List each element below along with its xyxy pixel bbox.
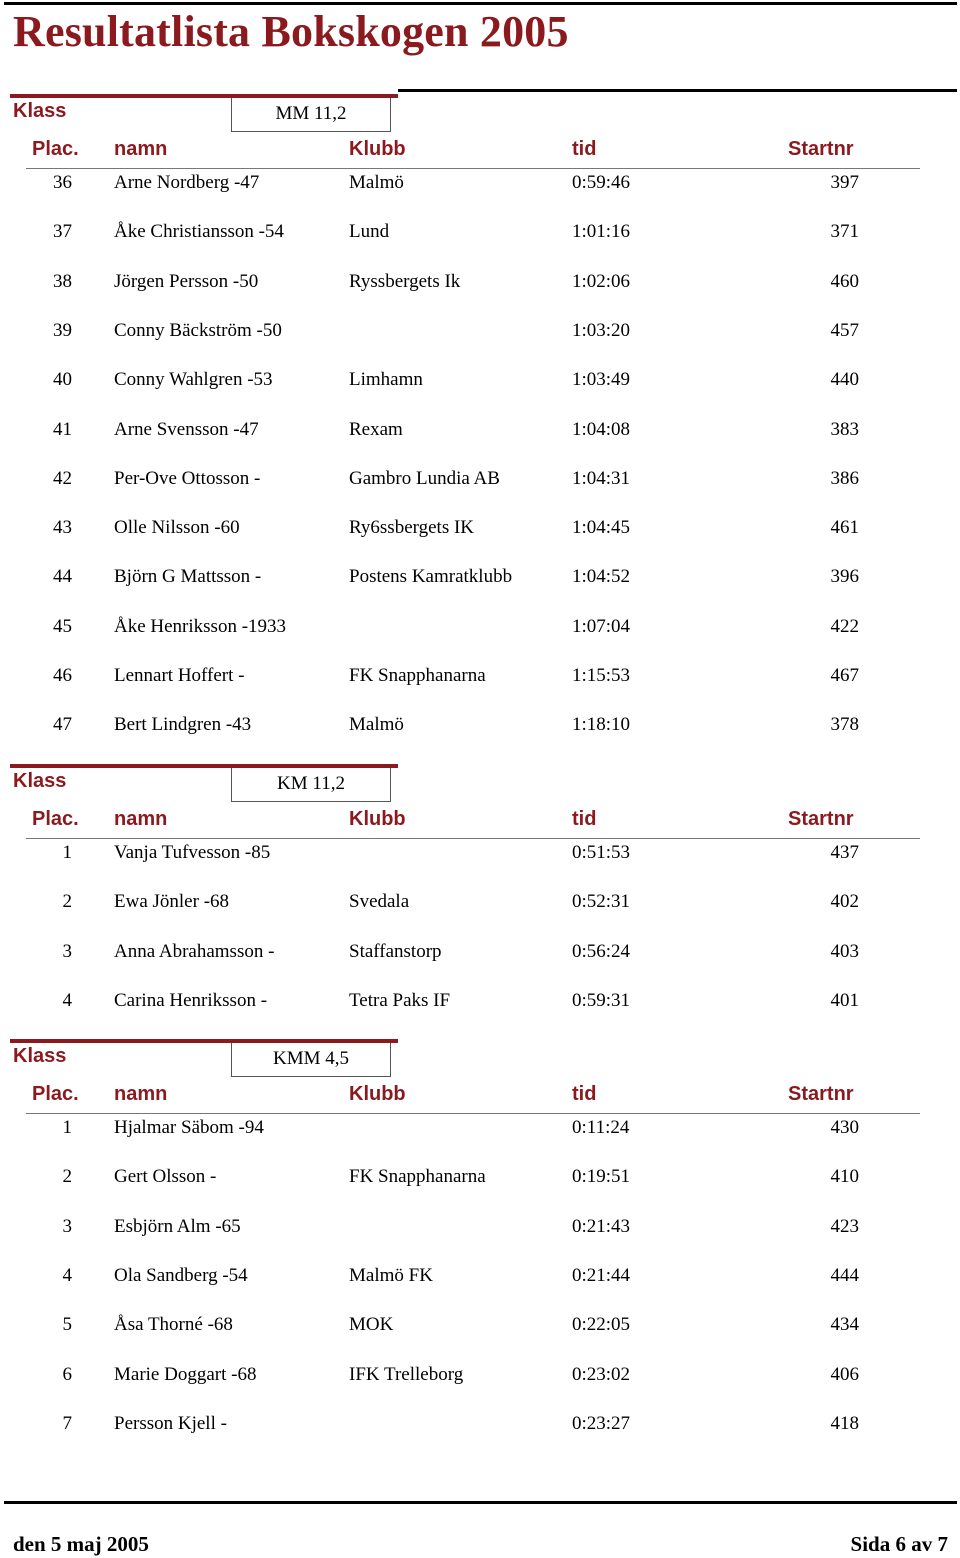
result-startnr: 371 bbox=[830, 221, 859, 242]
result-plac: 4 bbox=[62, 990, 72, 1011]
result-namn: Åke Henriksson -1933 bbox=[114, 616, 287, 637]
column-header-namn: namn bbox=[114, 138, 168, 160]
result-tid: 0:21:44 bbox=[572, 1265, 631, 1286]
result-tid: 1:03:20 bbox=[572, 320, 631, 341]
result-plac: 6 bbox=[62, 1364, 72, 1385]
result-tid: 0:21:43 bbox=[572, 1216, 631, 1237]
result-plac: 40 bbox=[53, 369, 72, 390]
column-header-plac: Plac. bbox=[32, 1083, 79, 1105]
result-plac: 5 bbox=[62, 1314, 72, 1335]
result-namn: Bert Lindgren -43 bbox=[114, 714, 252, 735]
result-tid: 1:04:08 bbox=[572, 419, 631, 440]
column-header-tid: tid bbox=[572, 138, 597, 160]
class-name: KMM 4,5 bbox=[231, 1043, 391, 1077]
result-namn: Jörgen Persson -50 bbox=[114, 271, 259, 292]
result-plac: 44 bbox=[53, 566, 72, 587]
result-namn: Ola Sandberg -54 bbox=[114, 1265, 248, 1286]
result-tid: 0:59:46 bbox=[572, 172, 631, 193]
class-label: Klass bbox=[13, 100, 67, 122]
result-plac: 45 bbox=[53, 616, 72, 637]
class-name: MM 11,2 bbox=[231, 98, 391, 132]
result-plac: 37 bbox=[53, 221, 72, 242]
top-rule bbox=[4, 2, 957, 5]
header-underline bbox=[26, 838, 920, 839]
result-namn: Anna Abrahamsson - bbox=[114, 941, 275, 962]
result-namn: Persson Kjell - bbox=[114, 1413, 227, 1434]
result-tid: 0:51:53 bbox=[572, 842, 631, 863]
result-klubb: FK Snapphanarna bbox=[349, 1166, 486, 1187]
column-header-plac: Plac. bbox=[32, 808, 79, 830]
result-tid: 0:59:31 bbox=[572, 990, 631, 1011]
result-tid: 1:04:52 bbox=[572, 566, 631, 587]
result-namn: Gert Olsson - bbox=[114, 1166, 217, 1187]
result-tid: 0:23:27 bbox=[572, 1413, 631, 1434]
result-namn: Ewa Jönler -68 bbox=[114, 891, 230, 912]
result-startnr: 467 bbox=[830, 665, 859, 686]
result-tid: 0:19:51 bbox=[572, 1166, 631, 1187]
result-plac: 36 bbox=[53, 172, 72, 193]
result-tid: 1:02:06 bbox=[572, 271, 631, 292]
column-header-tid: tid bbox=[572, 808, 597, 830]
result-klubb: FK Snapphanarna bbox=[349, 665, 486, 686]
column-header-plac: Plac. bbox=[32, 138, 79, 160]
result-startnr: 430 bbox=[830, 1117, 859, 1138]
result-startnr: 457 bbox=[830, 320, 859, 341]
result-tid: 0:52:31 bbox=[572, 891, 631, 912]
result-tid: 0:23:02 bbox=[572, 1364, 631, 1385]
result-klubb: Svedala bbox=[349, 891, 410, 912]
result-plac: 42 bbox=[53, 468, 72, 489]
result-namn: Lennart Hoffert - bbox=[114, 665, 245, 686]
result-startnr: 397 bbox=[830, 172, 859, 193]
header-underline bbox=[26, 168, 920, 169]
result-namn: Olle Nilsson -60 bbox=[114, 517, 240, 538]
result-startnr: 406 bbox=[830, 1364, 859, 1385]
result-tid: 1:04:45 bbox=[572, 517, 631, 538]
result-plac: 4 bbox=[62, 1265, 72, 1286]
result-startnr: 444 bbox=[830, 1265, 859, 1286]
result-startnr: 401 bbox=[830, 990, 859, 1011]
result-startnr: 383 bbox=[830, 419, 859, 440]
column-header-startnr: Startnr bbox=[788, 808, 854, 830]
result-klubb: Lund bbox=[349, 221, 390, 242]
column-header-startnr: Startnr bbox=[788, 138, 854, 160]
result-startnr: 418 bbox=[830, 1413, 859, 1434]
column-header-klubb: Klubb bbox=[349, 1083, 406, 1105]
result-plac: 43 bbox=[53, 517, 72, 538]
footer-page-number: Sida 6 av 7 bbox=[850, 1532, 948, 1556]
result-tid: 1:03:49 bbox=[572, 369, 631, 390]
result-namn: Carina Henriksson - bbox=[114, 990, 268, 1011]
result-klubb: Rexam bbox=[349, 419, 403, 440]
column-header-namn: namn bbox=[114, 1083, 168, 1105]
result-tid: 1:01:16 bbox=[572, 221, 631, 242]
column-header-tid: tid bbox=[572, 1083, 597, 1105]
result-namn: Conny Wahlgren -53 bbox=[114, 369, 273, 390]
result-namn: Hjalmar Säbom -94 bbox=[114, 1117, 264, 1138]
class-label: Klass bbox=[13, 1045, 67, 1067]
result-klubb: Tetra Paks IF bbox=[349, 990, 451, 1011]
result-plac: 46 bbox=[53, 665, 72, 686]
result-tid: 1:15:53 bbox=[572, 665, 631, 686]
result-startnr: 423 bbox=[830, 1216, 859, 1237]
result-klubb: Malmö bbox=[349, 172, 404, 193]
footer-date: den 5 maj 2005 bbox=[13, 1532, 149, 1556]
result-startnr: 440 bbox=[830, 369, 859, 390]
result-tid: 1:07:04 bbox=[572, 616, 631, 637]
class-name: KM 11,2 bbox=[231, 768, 391, 802]
result-namn: Vanja Tufvesson -85 bbox=[114, 842, 271, 863]
result-startnr: 437 bbox=[830, 842, 859, 863]
result-klubb: Malmö FK bbox=[349, 1265, 433, 1286]
result-plac: 3 bbox=[62, 1216, 72, 1237]
result-namn: Marie Doggart -68 bbox=[114, 1364, 257, 1385]
header-underline bbox=[26, 1113, 920, 1114]
result-startnr: 460 bbox=[830, 271, 859, 292]
result-namn: Conny Bäckström -50 bbox=[114, 320, 282, 341]
result-plac: 2 bbox=[62, 1166, 72, 1187]
header-rule bbox=[398, 89, 957, 92]
result-startnr: 461 bbox=[830, 517, 859, 538]
result-namn: Arne Svensson -47 bbox=[114, 419, 259, 440]
page-title: Resultatlista Bokskogen 2005 bbox=[13, 7, 569, 56]
result-plac: 3 bbox=[62, 941, 72, 962]
result-plac: 7 bbox=[62, 1413, 72, 1434]
result-namn: Åsa Thorné -68 bbox=[114, 1314, 233, 1335]
footer-rule bbox=[4, 1501, 957, 1504]
result-plac: 2 bbox=[62, 891, 72, 912]
class-label: Klass bbox=[13, 770, 67, 792]
result-namn: Björn G Mattsson - bbox=[114, 566, 262, 587]
result-klubb: MOK bbox=[349, 1314, 394, 1335]
result-namn: Per-Ove Ottosson - bbox=[114, 468, 261, 489]
result-plac: 1 bbox=[62, 1117, 72, 1138]
result-startnr: 403 bbox=[830, 941, 859, 962]
result-tid: 0:22:05 bbox=[572, 1314, 631, 1335]
result-startnr: 422 bbox=[830, 616, 859, 637]
column-header-startnr: Startnr bbox=[788, 1083, 854, 1105]
result-tid: 0:11:24 bbox=[572, 1117, 630, 1138]
result-plac: 1 bbox=[62, 842, 72, 863]
result-klubb: Malmö bbox=[349, 714, 404, 735]
result-klubb: IFK Trelleborg bbox=[349, 1364, 464, 1385]
result-startnr: 434 bbox=[830, 1314, 859, 1335]
result-startnr: 378 bbox=[830, 714, 859, 735]
result-klubb: Postens Kamratklubb bbox=[349, 566, 513, 587]
result-tid: 1:04:31 bbox=[572, 468, 631, 489]
result-startnr: 386 bbox=[830, 468, 859, 489]
result-tid: 0:56:24 bbox=[572, 941, 631, 962]
result-namn: Arne Nordberg -47 bbox=[114, 172, 260, 193]
result-tid: 1:18:10 bbox=[572, 714, 631, 735]
result-klubb: Limhamn bbox=[349, 369, 423, 390]
result-klubb: Gambro Lundia AB bbox=[349, 468, 500, 489]
column-header-klubb: Klubb bbox=[349, 808, 406, 830]
result-klubb: Staffanstorp bbox=[349, 941, 442, 962]
result-plac: 47 bbox=[53, 714, 72, 735]
result-namn: Esbjörn Alm -65 bbox=[114, 1216, 241, 1237]
result-plac: 38 bbox=[53, 271, 72, 292]
result-klubb: Ryssbergets Ik bbox=[349, 271, 461, 292]
column-header-klubb: Klubb bbox=[349, 138, 406, 160]
result-startnr: 402 bbox=[830, 891, 859, 912]
result-plac: 41 bbox=[53, 419, 72, 440]
result-startnr: 410 bbox=[830, 1166, 859, 1187]
result-namn: Åke Christiansson -54 bbox=[114, 221, 284, 242]
column-header-namn: namn bbox=[114, 808, 168, 830]
result-startnr: 396 bbox=[830, 566, 859, 587]
result-klubb: Ry6ssbergets IK bbox=[349, 517, 475, 538]
result-plac: 39 bbox=[53, 320, 72, 341]
